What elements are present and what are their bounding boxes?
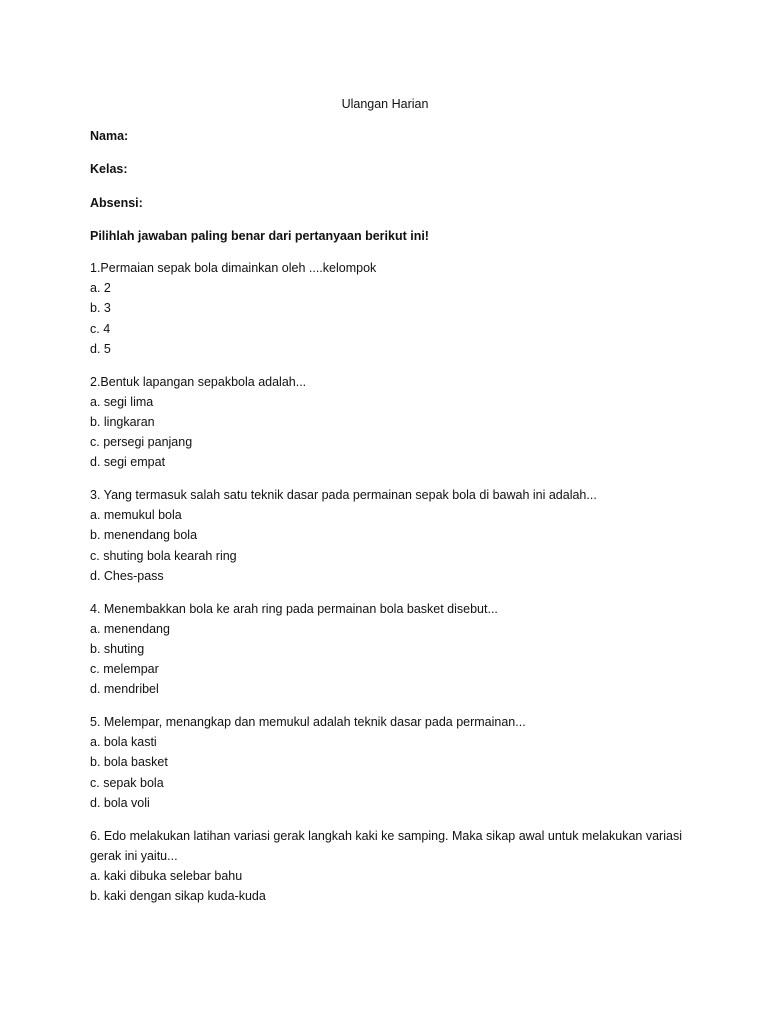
question-3 (90, 485, 690, 586)
answer-option: a. menendang (90, 621, 170, 636)
answer-option: d. 5 (90, 341, 111, 356)
class-field-label: Kelas: (90, 162, 128, 177)
answer-option: d. mendribel (90, 682, 159, 697)
question-text: 1.Permaian sepak bola dimainkan oleh ....kelompok (90, 261, 377, 276)
answer-option: b. kaki dengan sikap kuda-kuda (90, 889, 266, 904)
question-text: 3. Yang termasuk salah satu teknik dasar pada permainan sepak bola di bawah ini adalah... (90, 488, 597, 503)
answer-option: d. segi empat (90, 455, 166, 470)
question-6 (90, 826, 690, 907)
answer-option: a. segi lima (90, 394, 154, 409)
question-4 (90, 599, 690, 700)
answer-option: d. bola voli (90, 795, 150, 810)
answer-option: b. 3 (90, 301, 111, 316)
answer-option: b. menendang bola (90, 528, 198, 543)
answer-option: c. shuting bola kearah ring (90, 548, 237, 563)
answer-option: b. bola basket (90, 755, 168, 770)
question-5 (90, 712, 690, 813)
answer-option: c. melempar (90, 662, 159, 677)
answer-option: c. persegi panjang (90, 435, 193, 450)
instruction-text: Pilihlah jawaban paling benar dari pertanyaan berikut ini! (90, 228, 429, 243)
question-1 (90, 258, 690, 359)
answer-option: a. bola kasti (90, 735, 157, 750)
answer-option: a. memukul bola (90, 508, 182, 523)
answer-option: b. shuting (90, 641, 145, 656)
answer-option: a. 2 (90, 281, 111, 296)
document-page (90, 94, 690, 919)
answer-option: c. sepak bola (90, 775, 164, 790)
question-text: 4. Menembakkan bola ke arah ring pada permainan bola basket disebut... (90, 601, 498, 616)
question-text: 6. Edo melakukan latihan variasi gerak langkah kaki ke samping. Maka sikap awal untuk melakukan variasi gerak ini yaitu... (90, 828, 686, 863)
attendance-field-label: Absensi: (90, 195, 143, 210)
question-2 (90, 372, 690, 473)
answer-option: c. 4 (90, 321, 111, 336)
question-text: 2.Bentuk lapangan sepakbola adalah... (90, 374, 307, 389)
answer-option: b. lingkaran (90, 414, 155, 429)
question-text: 5. Melempar, menangkap dan memukul adalah teknik dasar pada permainan... (90, 715, 526, 730)
name-field-label: Nama: (90, 129, 129, 144)
answer-option: a. kaki dibuka selebar bahu (90, 869, 243, 883)
page-title: Ulangan Harian (341, 97, 429, 111)
answer-option: d. Ches-pass (90, 568, 164, 583)
